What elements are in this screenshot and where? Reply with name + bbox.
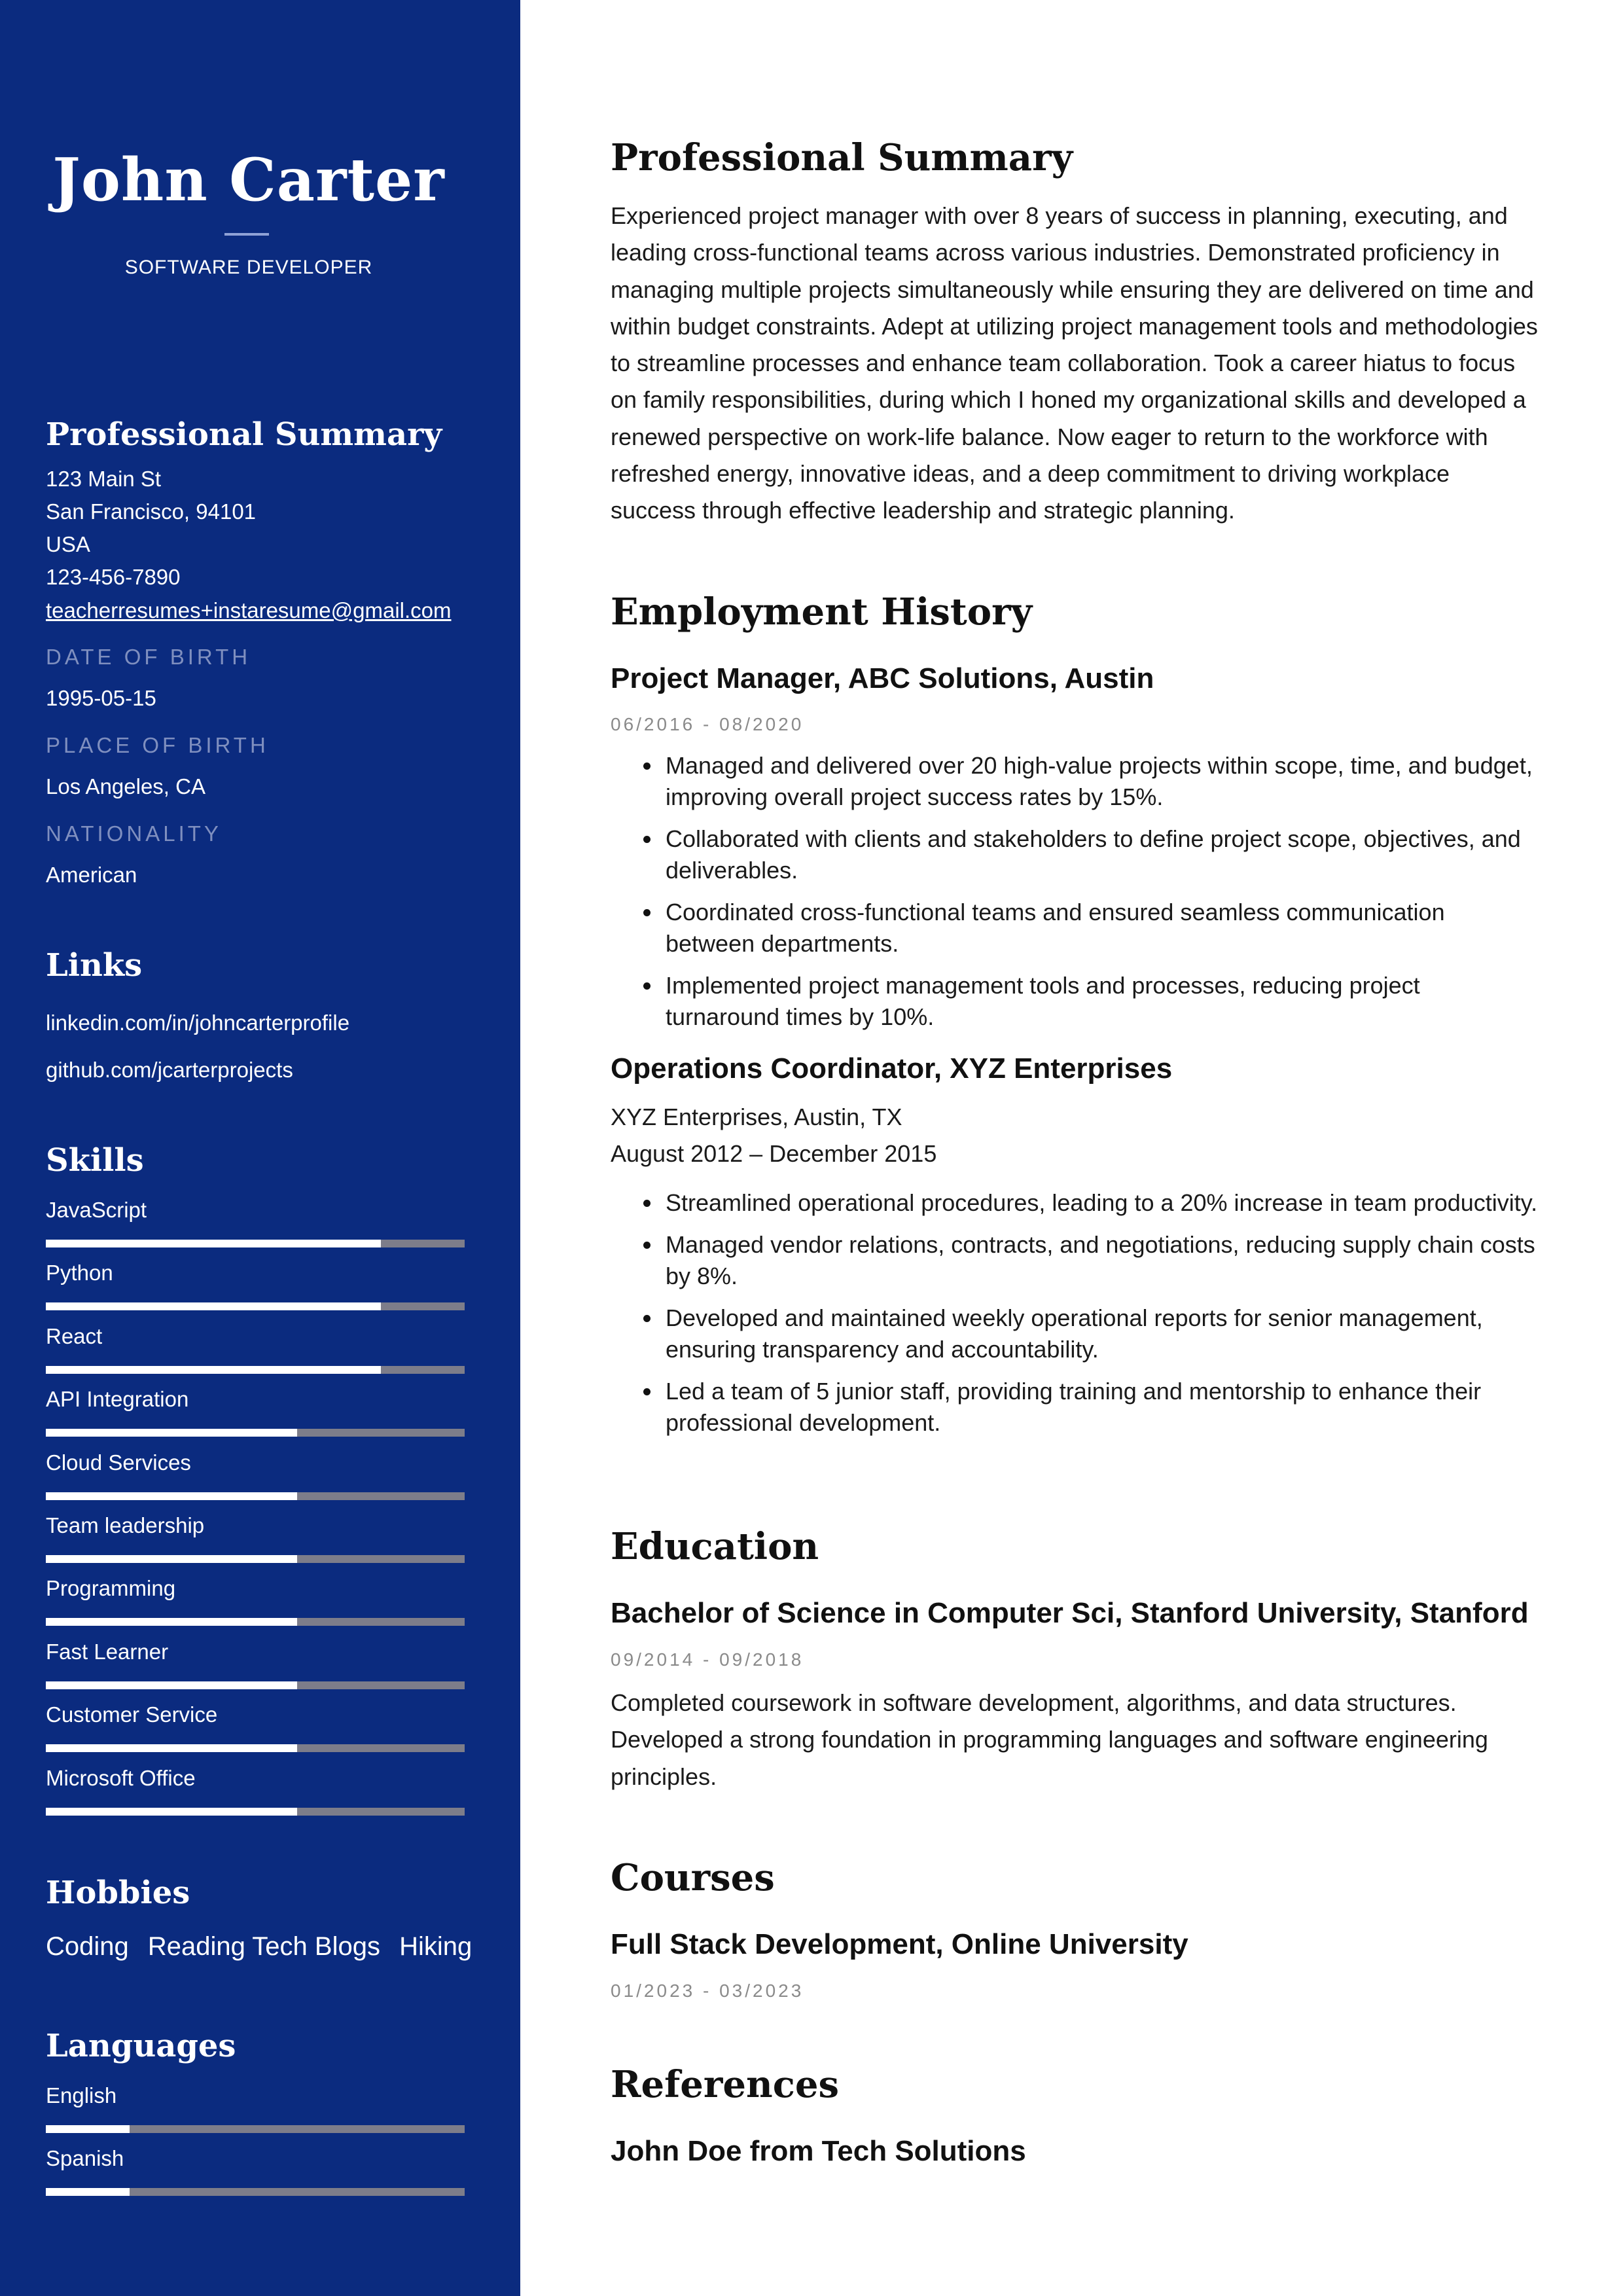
hobbies-list bbox=[46, 1932, 484, 1962]
sidebar bbox=[0, 0, 520, 2296]
address-line2: San Francisco, 94101 bbox=[46, 499, 257, 524]
list-item: Collaborated with clients and stakeholders to define project scope, objectives, and deliverables. bbox=[611, 823, 1540, 886]
skill-level-fill bbox=[46, 1618, 297, 1626]
skill-name: Fast Learner bbox=[46, 1639, 169, 1664]
nationality-value: American bbox=[46, 863, 137, 887]
linkedin-link[interactable]: linkedin.com/in/johncarterprofile bbox=[46, 1011, 350, 1035]
references-heading: References bbox=[611, 2063, 839, 2106]
skill-level-fill bbox=[46, 1808, 297, 1816]
list-item: Coordinated cross-functional teams and ensured seamless communication between departments. bbox=[611, 897, 1540, 960]
languages-heading: Languages bbox=[46, 2028, 236, 2064]
language-level-track bbox=[46, 2188, 465, 2196]
job-dates-1: 06/2016 - 08/2020 bbox=[611, 714, 804, 734]
education-description: Completed coursework in software development, algorithms, and data structures. Developed a strong foundation in programming languages and software engineering principles. bbox=[611, 1689, 1488, 1790]
list-item: Managed vendor relations, contracts, and negotiations, reducing supply chain costs by 8%. bbox=[611, 1229, 1540, 1292]
links-heading: Links bbox=[46, 947, 143, 984]
name-divider bbox=[224, 233, 269, 236]
education-heading: Education bbox=[611, 1525, 819, 1568]
job-bullets-1 bbox=[611, 750, 1540, 1043]
language-level-fill bbox=[46, 2125, 130, 2133]
skill-level-fill bbox=[46, 1302, 381, 1310]
list-item: Streamlined operational procedures, leading to a 20% increase in team productivity. bbox=[611, 1187, 1540, 1219]
phone: 123-456-7890 bbox=[46, 565, 181, 589]
course-title: Full Stack Development, Online University bbox=[611, 1928, 1188, 1960]
skill-level-fill bbox=[46, 1492, 297, 1500]
job-period-2: August 2012 – December 2015 bbox=[611, 1140, 937, 1167]
job-title-2: Operations Coordinator, XYZ Enterprises bbox=[611, 1052, 1173, 1085]
skill-level-track bbox=[46, 1681, 465, 1689]
contact-heading: Professional Summary bbox=[46, 416, 442, 453]
course-dates: 01/2023 - 03/2023 bbox=[611, 1981, 804, 2001]
summary-text: Experienced project manager with over 8 years of success in planning, executing, and leading cross-functional teams across various industries. Demonstrated proficiency in managing multiple projects simultaneously while ensuring they are delivered on time and within budget constraints. Adept at utilizing project management tools and methodologies to streamline processes and enhance team collaboration. Took a career hiatus to focus on family responsibilities, during which I honed my organizational skills and developed a renewed perspective on work-life balance. Now eager to return to the workforce with refreshed energy, innovative ideas, and a deep commitment to driving workplace success through effective leadership and strategic planning. bbox=[611, 202, 1538, 524]
github-link[interactable]: github.com/jcarterprojects bbox=[46, 1058, 293, 1082]
candidate-name: John Carter bbox=[52, 145, 445, 215]
skill-name: Microsoft Office bbox=[46, 1765, 196, 1790]
address-line1: 123 Main St bbox=[46, 467, 162, 491]
skill-level-fill bbox=[46, 1681, 297, 1689]
dob-label: DATE OF BIRTH bbox=[46, 645, 251, 669]
skill-level-track bbox=[46, 1808, 465, 1816]
list-item: Developed and maintained weekly operational reports for senior management, ensuring transparency and accountability. bbox=[611, 1302, 1540, 1365]
language-name: Spanish bbox=[46, 2146, 124, 2171]
skill-level-track bbox=[46, 1744, 465, 1752]
skill-level-track bbox=[46, 1240, 465, 1247]
country: USA bbox=[46, 532, 90, 556]
job-bullets-2 bbox=[611, 1187, 1540, 1449]
summary-heading: Professional Summary bbox=[611, 136, 1073, 179]
list-item: Managed and delivered over 20 high-value projects within scope, time, and budget, improving overall project success rates by 15%. bbox=[611, 750, 1540, 813]
skill-level-fill bbox=[46, 1555, 297, 1563]
list-item: Led a team of 5 junior staff, providing training and mentorship to enhance their professional development. bbox=[611, 1376, 1540, 1439]
email-link[interactable]: teacherresumes+instaresume@gmail.com bbox=[46, 598, 452, 622]
employment-heading: Employment History bbox=[611, 590, 1033, 634]
list-item: Implemented project management tools and processes, reducing project turnaround times by 10%. bbox=[611, 970, 1540, 1033]
language-level-fill bbox=[46, 2188, 130, 2196]
hobby-item: Reading Tech Blogs bbox=[147, 1932, 380, 1961]
hobby-item: Hiking bbox=[399, 1932, 473, 1961]
skill-level-track bbox=[46, 1492, 465, 1500]
skill-level-fill bbox=[46, 1744, 297, 1752]
skill-name: JavaScript bbox=[46, 1198, 147, 1222]
language-name: English bbox=[46, 2083, 117, 2108]
hobbies-heading: Hobbies bbox=[46, 1874, 190, 1911]
pob-value: Los Angeles, CA bbox=[46, 774, 205, 798]
skill-name: Team leadership bbox=[46, 1513, 205, 1537]
pob-label: PLACE OF BIRTH bbox=[46, 733, 269, 757]
degree-title: Bachelor of Science in Computer Sci, Stanford University, Stanford bbox=[611, 1597, 1529, 1629]
education-dates: 09/2014 - 09/2018 bbox=[611, 1649, 804, 1670]
job-title-1: Project Manager, ABC Solutions, Austin bbox=[611, 662, 1154, 694]
skill-level-track bbox=[46, 1302, 465, 1310]
courses-heading: Courses bbox=[611, 1856, 775, 1899]
job-company-2: XYZ Enterprises, Austin, TX bbox=[611, 1103, 902, 1130]
dob-value: 1995-05-15 bbox=[46, 686, 156, 710]
nationality-label: NATIONALITY bbox=[46, 821, 222, 846]
skill-name: Customer Service bbox=[46, 1702, 218, 1727]
skill-level-track bbox=[46, 1618, 465, 1626]
skills-heading: Skills bbox=[46, 1142, 144, 1179]
hobby-item: Coding bbox=[46, 1932, 129, 1961]
job-title: SOFTWARE DEVELOPER bbox=[124, 257, 373, 278]
reference-item: John Doe from Tech Solutions bbox=[611, 2135, 1026, 2167]
skill-name: API Integration bbox=[46, 1387, 189, 1412]
skill-name: Python bbox=[46, 1261, 113, 1285]
main-content bbox=[611, 0, 1540, 2296]
skill-name: React bbox=[46, 1323, 103, 1348]
skill-name: Programming bbox=[46, 1576, 176, 1601]
skill-level-track bbox=[46, 1366, 465, 1374]
skill-level-fill bbox=[46, 1240, 381, 1247]
skill-level-fill bbox=[46, 1429, 297, 1437]
language-level-track bbox=[46, 2125, 465, 2133]
skill-name: Cloud Services bbox=[46, 1450, 191, 1475]
skill-level-track bbox=[46, 1429, 465, 1437]
skill-level-track bbox=[46, 1555, 465, 1563]
skill-level-fill bbox=[46, 1366, 381, 1374]
